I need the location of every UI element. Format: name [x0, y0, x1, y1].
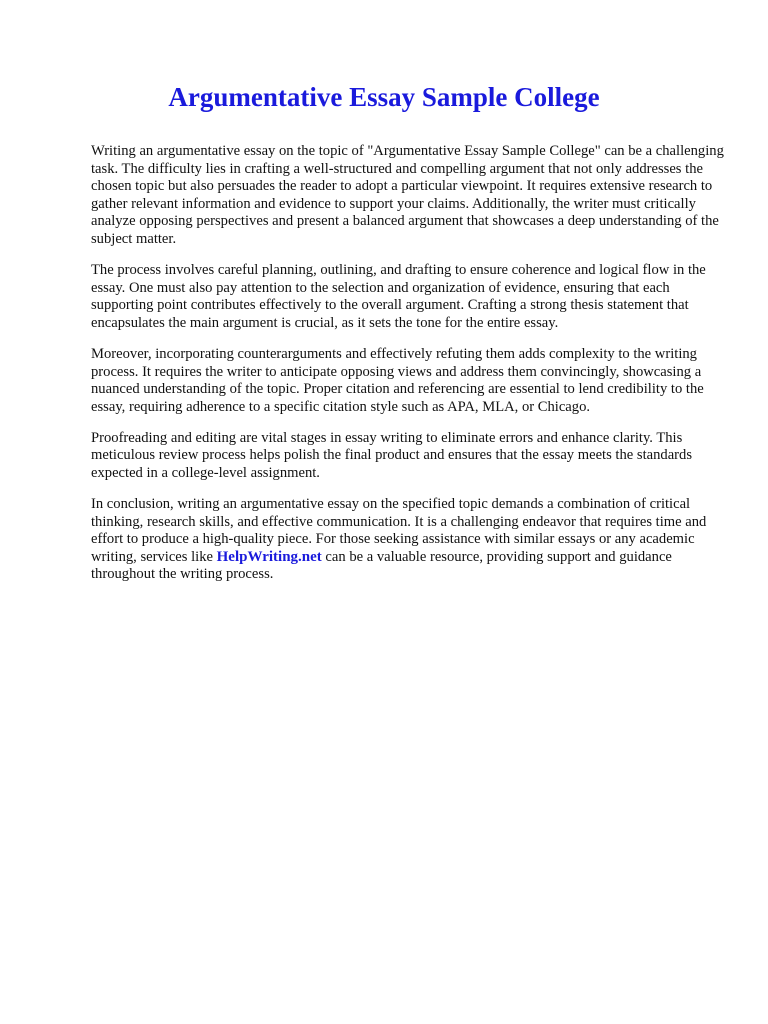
document-body — [91, 143, 731, 598]
paragraph-1: Writing an argumentative essay on the topic of "Argumentative Essay Sample College" can be a challenging task. The difficulty lies in crafting a well-structured and compelling argument that not only addresses the chosen topic but also persuades the reader to adopt a particular viewpoint. It requires extensive research to gather relevant information and evidence to support your claims. Additionally, the writer must critically analyze opposing perspectives and present a balanced argument that showcases a deep understanding of the subject matter. — [91, 143, 724, 247]
conclusion-text-after-link: can be a valuable resource, providing support and guidance throughout the writing process. — [91, 548, 672, 583]
conclusion-text-before-link: In conclusion, writing an argumentative essay on the specified topic demands a combination of critical thinking, research skills, and effective communication. It is a challenging endeavor that requires time and effort to produce a high-quality piece. For those seeking assistance with similar essays or any academic writing, services like — [91, 496, 707, 565]
paragraph-2: The process involves careful planning, outlining, and drafting to ensure coherence and logical flow in the essay. One must also pay attention to the selection and organization of evidence, ensuring that each supporting point contributes effectively to the overall argument. Crafting a strong thesis statement that encapsulates the main argument is crucial, as it sets the tone for the entire essay. — [91, 262, 706, 331]
paragraph-conclusion — [91, 496, 731, 584]
document-title: Argumentative Essay Sample College — [168, 82, 600, 112]
paragraph-4: Proofreading and editing are vital stages in essay writing to eliminate errors and enhance clarity. This meticulous review process helps polish the final product and ensures that the essay meets the standards expected in a college-level assignment. — [91, 429, 693, 481]
paragraph-3: Moreover, incorporating counterarguments and effectively refuting them adds complexity to the writing process. It requires the writer to anticipate opposing views and address them convincingly, showcasing a nuanced understanding of the topic. Proper citation and referencing are essential to lend credibility to the essay, requiring adherence to a specific citation style such as APA, MLA, or Chicago. — [91, 345, 704, 415]
helpwriting-link[interactable]: HelpWriting.net — [216, 548, 322, 565]
